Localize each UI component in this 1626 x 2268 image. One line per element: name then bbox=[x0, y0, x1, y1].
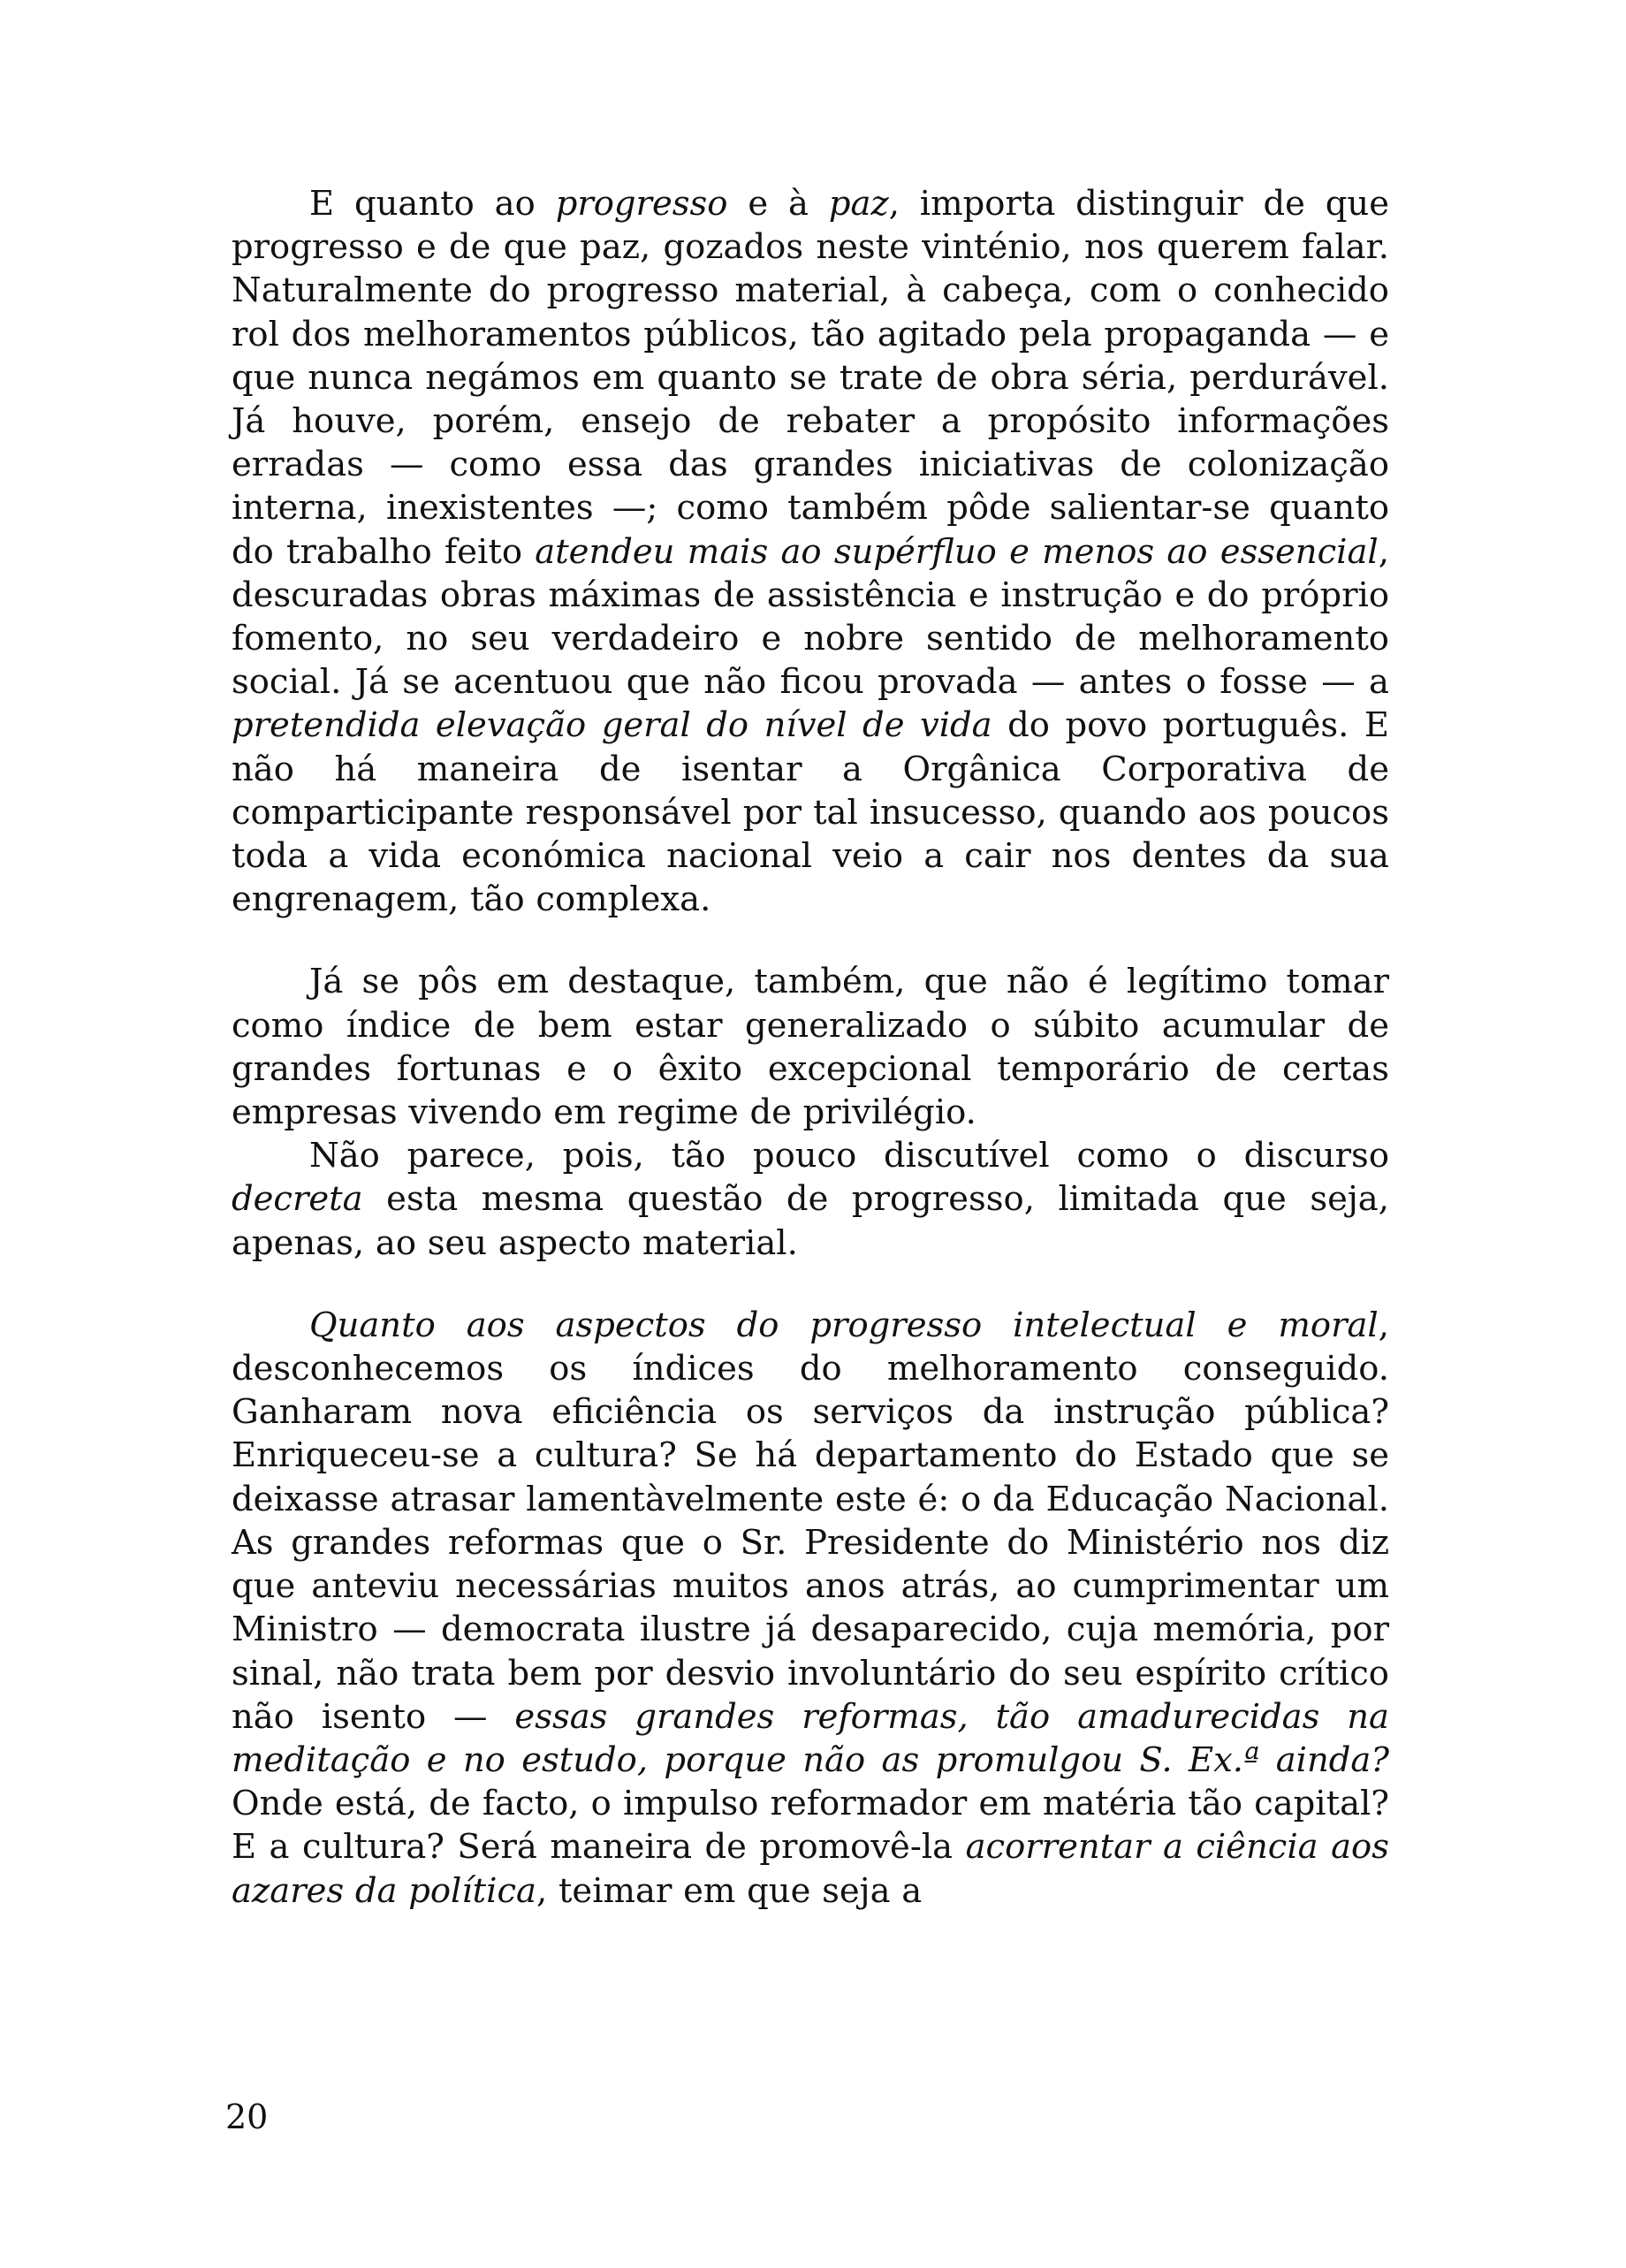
italic-text-run: progresso bbox=[555, 184, 728, 224]
text-run: e à bbox=[727, 184, 829, 224]
italic-text-run: Quanto aos aspectos do progresso intelectual e moral bbox=[309, 1305, 1379, 1345]
text-run: Onde está, de facto, o impulso reformador em matéria tão capital? E a cultura? Será maneira de promovê-la bbox=[232, 1784, 1389, 1868]
text-run: , teimar em que seja a bbox=[536, 1870, 923, 1911]
paragraph-1 bbox=[232, 182, 1389, 921]
italic-text-run: decreta bbox=[232, 1179, 363, 1220]
italic-text-run: acorrentar a ciência aos azares da política bbox=[232, 1827, 1389, 1911]
text-run: Não parece, pois, tão pouco discutível como o discurso bbox=[309, 1136, 1389, 1176]
text-run: Já se pôs em destaque, também, que não é legítimo tomar como índice de bem estar generalizado o súbito acumular de grandes fortunas e o êxito excepcional temporário de certas empresas vivendo em regime de privilégio. bbox=[232, 962, 1389, 1133]
paragraph-4 bbox=[232, 1304, 1389, 1913]
text-run: , descuradas obras máximas de assistência e instrução e do próprio fomento, no seu verdadeiro e nobre sentido de melhoramento social. Já se acentuou que não ficou provada — antes o fosse — a bbox=[232, 531, 1389, 703]
text-run: , desconhecemos os índices do melhoramento conseguido. Ganharam nova eficiência os serviços da instrução pública? Enriqueceu-se a cultura? Se há departamento do Estado que se deixasse atrasar lamentàvelmente este é: o da Educação Nacional. As grandes reformas que o Sr. Presidente do Ministério nos diz que anteviu necessárias muitos anos atrás, ao cumprimentar um Ministro — democrata ilustre já desaparecido, cuja memória, por sinal, não trata bem por desvio involuntário do seu espírito crítico não isento — bbox=[232, 1305, 1389, 1737]
text-run: , importa distinguir de que progresso e de que paz, gozados neste vinténio, nos querem falar. Naturalmente do progresso material, à cabeça, com o conhecido rol dos melhoramentos públicos, tão agitado pela propaganda — e que nunca negámos em quanto se trate de obra séria, perdurável. Já houve, porém, ensejo de rebater a propósito informações erradas — como essa das grandes iniciativas de colonização interna, inexistentes —; como também pôde salientar-se quanto do trabalho feito bbox=[232, 184, 1390, 572]
paragraph-3 bbox=[232, 1134, 1389, 1265]
text-run: E quanto ao bbox=[309, 184, 556, 224]
italic-text-run: pretendida elevação geral do nível de vida bbox=[232, 705, 992, 746]
italic-text-run: atendeu mais ao supérfluo e menos ao essencial bbox=[535, 531, 1379, 572]
page-number: 20 bbox=[225, 2097, 269, 2136]
page-body bbox=[232, 182, 1389, 1913]
text-run: esta mesma questão de progresso, limitada que seja, apenas, ao seu aspecto material. bbox=[232, 1179, 1389, 1263]
text-run: do povo português. E não há maneira de isentar a Orgânica Corporativa de comparticipante responsável por tal insucesso, quando aos poucos toda a vida económica nacional veio a cair nos dentes da sua engrenagem, tão complexa. bbox=[232, 705, 1389, 920]
italic-text-run: paz bbox=[828, 184, 889, 224]
paragraph-2 bbox=[232, 960, 1389, 1134]
italic-text-run: essas grandes reformas, tão amadurecidas na meditação e no estudo, porque não as promulgou S. Ex.ª ainda? bbox=[232, 1696, 1389, 1780]
